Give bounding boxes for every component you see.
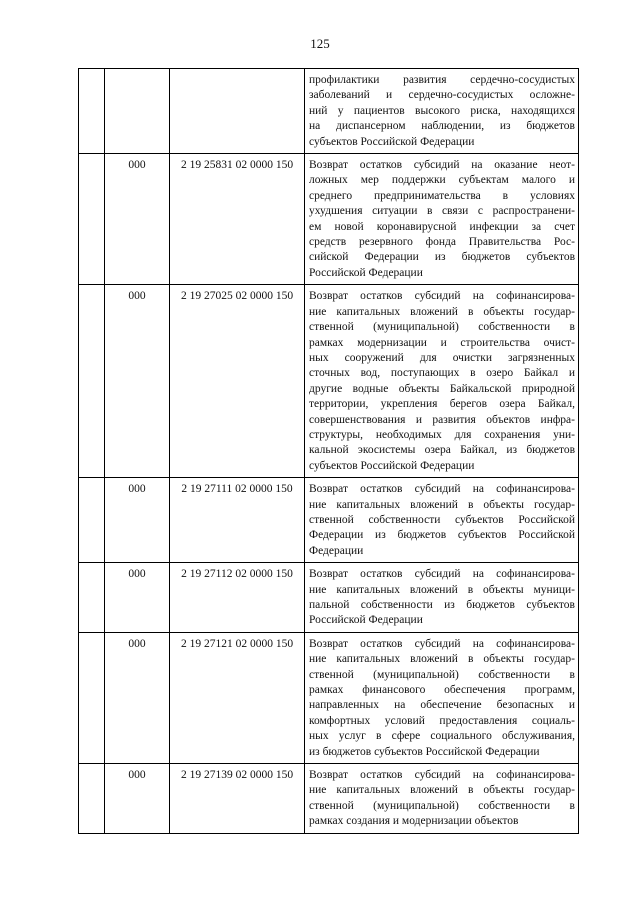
description-line: ных услуг в сфере социального обслуживания,: [309, 730, 575, 743]
budget-code-cell: 2 19 27112 02 0000 150: [170, 563, 305, 633]
budget-code-cell: 2 19 27025 02 0000 150: [170, 285, 305, 478]
budget-code-cell: 2 19 27111 02 0000 150: [170, 478, 305, 563]
empty-cell: [79, 764, 105, 834]
description-line: территории, укрепления берегов озера Байкал,: [309, 398, 575, 411]
admin-code-cell: [105, 69, 170, 154]
table-row: [79, 563, 579, 633]
description-cell: [305, 69, 579, 154]
description-line: структуры, необходимых для сохранения уни-: [309, 428, 575, 441]
admin-code-cell: 000: [105, 563, 170, 633]
empty-cell: [79, 478, 105, 563]
description-line: сточных вод, поступающих в озеро Байкал и: [309, 367, 575, 380]
description-line: Российской Федерации: [309, 614, 423, 627]
description-line: ние капитальных вложений в объекты государ-: [309, 498, 575, 511]
admin-code-cell: 000: [105, 764, 170, 834]
description-line: Возврат остатков субсидий на софинансирова-: [309, 637, 575, 650]
description-line: заболеваний и сердечно-сосудистых осложне-: [309, 89, 575, 102]
description-line: профилактики развития сердечно-сосудистых: [309, 74, 575, 86]
description-cell: [305, 764, 579, 834]
description-line: рамках финансового обеспечения программ,: [309, 684, 575, 697]
description-line: ние капитальных вложений в объекты муници-: [309, 583, 575, 596]
description-line: Возврат остатков субсидий на софинансирова-: [309, 568, 575, 581]
description-line: Возврат остатков субсидий на софинансирова-: [309, 483, 575, 496]
description-line: субъектов Российской Федерации: [309, 459, 475, 472]
description-line: Возврат остатков субсидий на оказание неот-: [309, 159, 575, 172]
description-line: ложных мер поддержки субъектам малого и: [309, 174, 575, 187]
description-line: из бюджетов субъектов Российской Федерации: [309, 745, 540, 758]
budget-code-table: [78, 68, 579, 834]
table-row: [79, 285, 579, 478]
empty-cell: [79, 154, 105, 285]
description-line: комфортных условий предоставления социаль-: [309, 714, 575, 727]
description-line: ных сооружений для очистки загрязненных: [309, 351, 575, 364]
budget-code-cell: 2 19 27139 02 0000 150: [170, 764, 305, 834]
description-line: ние капитальных вложений в объекты государ-: [309, 653, 575, 666]
empty-cell: [79, 69, 105, 154]
table-body: [79, 69, 579, 834]
empty-cell: [79, 563, 105, 633]
description-line: Российской Федерации: [309, 266, 423, 279]
budget-code-cell: 2 19 27121 02 0000 150: [170, 632, 305, 763]
description-line: другие водные объекты Байкальской природной: [309, 382, 575, 395]
description-line: Федерации из бюджетов субъектов Российской: [309, 529, 575, 542]
description-line: ние капитальных вложений в объекты государ-: [309, 305, 575, 318]
table-row: [79, 632, 579, 763]
admin-code-cell: 000: [105, 478, 170, 563]
budget-code-cell: [170, 69, 305, 154]
description-line: сийской Федерации из бюджетов субъектов: [309, 251, 575, 264]
description-line: ние капитальных вложений в объекты государ-: [309, 784, 575, 797]
description-line: ний у пациентов высокого риска, находящихся: [309, 104, 575, 117]
empty-cell: [79, 632, 105, 763]
description-line: ем новой коронавирусной инфекции за счет: [309, 220, 575, 233]
description-line: направленных на обеспечение безопасных и: [309, 699, 575, 712]
description-line: кальной экосистемы озера Байкал, из бюджетов: [309, 444, 575, 457]
description-cell: [305, 285, 579, 478]
budget-code-cell: 2 19 25831 02 0000 150: [170, 154, 305, 285]
admin-code-cell: 000: [105, 154, 170, 285]
description-line: среднего предпринимательства в условиях: [309, 189, 575, 202]
description-cell: [305, 154, 579, 285]
description-line: пальной собственности из бюджетов субъектов: [309, 599, 575, 611]
description-line: рамках создания и модернизации объектов: [309, 815, 519, 828]
description-line: Возврат остатков субсидий на софинансирова-: [309, 290, 575, 303]
table-row: [79, 154, 579, 285]
description-line: ственной собственности субъектов Российской: [309, 513, 575, 526]
description-line: Федерации: [309, 544, 364, 557]
description-cell: [305, 478, 579, 563]
description-cell: [305, 563, 579, 633]
admin-code-cell: 000: [105, 285, 170, 478]
table-row: [79, 764, 579, 834]
description-line: ственной (муниципальной) собственности в: [309, 321, 575, 334]
page-number: 125: [310, 36, 330, 51]
description-line: на диспансерном наблюдении, из бюджетов: [309, 120, 575, 133]
description-line: ственной (муниципальной) собственности в: [309, 799, 575, 812]
description-line: ственной (муниципальной) собственности в: [309, 668, 575, 681]
description-line: субъектов Российской Федерации: [309, 135, 475, 148]
table-row: [79, 478, 579, 563]
empty-cell: [79, 285, 105, 478]
table-row: [79, 69, 579, 154]
admin-code-cell: 000: [105, 632, 170, 763]
description-cell: [305, 632, 579, 763]
description-line: совершенствования и развития объектов инфра-: [309, 413, 575, 426]
description-line: средств резервного фонда Правительства Рос-: [309, 236, 575, 249]
description-line: ухудшения ситуации в связи с распространени-: [309, 205, 575, 218]
description-line: рамках модернизации и строительства очист-: [309, 336, 575, 349]
description-line: Возврат остатков субсидий на софинансирова-: [309, 769, 575, 782]
